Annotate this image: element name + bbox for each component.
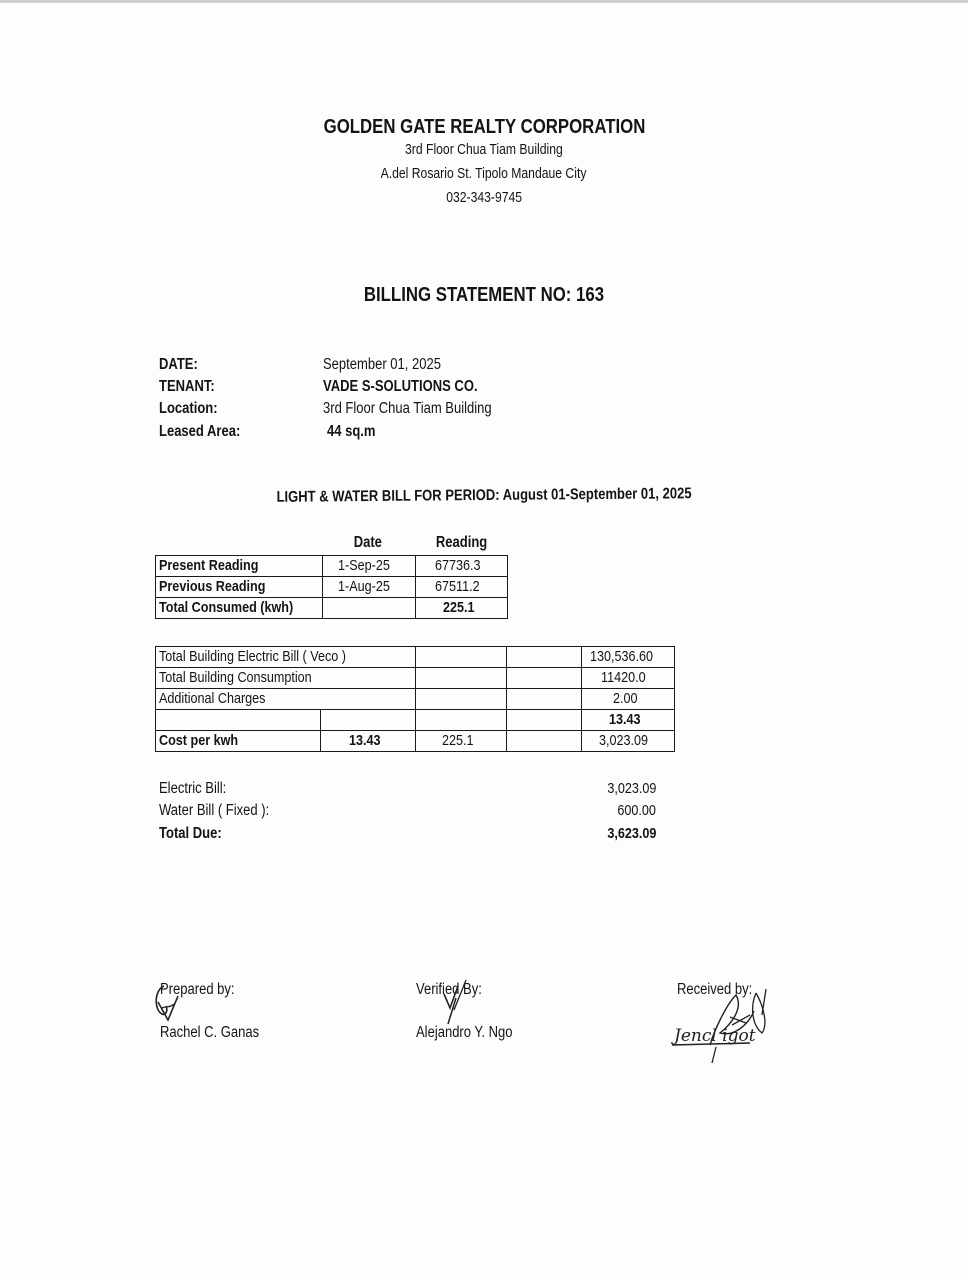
computation-cell <box>415 668 507 689</box>
received-signature-icon <box>670 985 790 1065</box>
date-label: DATE: <box>159 356 198 373</box>
computation-value: 13.43 <box>582 710 675 731</box>
readings-table <box>155 555 508 619</box>
computation-kwh: 225.1 <box>415 731 507 752</box>
computation-value: 130,536.60 <box>582 647 675 668</box>
computation-value: 2.00 <box>582 689 675 710</box>
water-bill-value: 600.00 <box>617 802 656 819</box>
reading-date <box>322 598 416 619</box>
computation-cell <box>415 647 507 668</box>
table-row <box>156 556 508 577</box>
statement-title: BILLING STATEMENT NO: 163 <box>363 284 605 306</box>
total-due-label: Total Due: <box>159 825 222 842</box>
prepared-signature-icon <box>148 980 198 1030</box>
billing-period: LIGHT & WATER BILL FOR PERIOD: August 01-September 01, 2025 <box>276 485 692 506</box>
readings-header-date: Date <box>353 534 382 551</box>
computation-cell <box>320 710 415 731</box>
computation-cell <box>507 731 582 752</box>
location-label: Location: <box>159 400 218 417</box>
total-due-value: 3,623.09 <box>606 825 656 842</box>
computation-cell <box>507 689 582 710</box>
electric-bill-value: 3,023.09 <box>606 780 656 797</box>
reading-label: Present Reading <box>156 556 323 577</box>
reading-value: 225.1 <box>416 598 508 619</box>
computation-label: Total Building Consumption <box>156 668 416 689</box>
computation-label: Cost per kwh <box>156 731 321 752</box>
company-phone: 032-343-9745 <box>446 190 522 206</box>
leased-area-value: 44 sq.m <box>327 423 376 440</box>
computation-label <box>156 710 321 731</box>
verified-by-label: Verified By: <box>416 981 482 998</box>
verified-by-name: Alejandro Y. Ngo <box>416 1024 513 1041</box>
computation-label: Total Building Electric Bill ( Veco ) <box>156 647 416 668</box>
table-row <box>156 689 675 710</box>
verified-signature-icon <box>436 976 476 1036</box>
location-value: 3rd Floor Chua Tiam Building <box>323 400 492 417</box>
company-name: GOLDEN GATE REALTY CORPORATION <box>323 116 645 138</box>
table-row <box>156 647 675 668</box>
prepared-by-label: Prepared by: <box>160 981 235 998</box>
computation-value: 11420.0 <box>582 668 675 689</box>
date-value: September 01, 2025 <box>323 356 441 373</box>
leased-area-label: Leased Area: <box>159 423 241 440</box>
computation-cell <box>415 710 507 731</box>
tenant-value: VADE S-SOLUTIONS CO. <box>323 378 478 395</box>
scan-edge <box>0 0 968 3</box>
computation-cell <box>507 710 582 731</box>
company-address-line2: A.del Rosario St. Tipolo Mandaue City <box>381 166 587 182</box>
computation-table <box>155 646 675 752</box>
received-handwriting: Jencl igot <box>674 1026 756 1046</box>
company-address-line1: 3rd Floor Chua Tiam Building <box>405 142 563 158</box>
computation-cell <box>507 668 582 689</box>
readings-header-reading: Reading <box>435 534 488 551</box>
received-by-label: Received by: <box>677 981 753 998</box>
computation-value: 3,023.09 <box>582 731 675 752</box>
reading-date: 1-Aug-25 <box>322 577 416 598</box>
table-row <box>156 668 675 689</box>
reading-value: 67736.3 <box>416 556 508 577</box>
reading-label: Previous Reading <box>156 577 323 598</box>
computation-cell <box>507 647 582 668</box>
computation-rate: 13.43 <box>320 731 415 752</box>
tenant-label: TENANT: <box>159 378 215 395</box>
computation-label: Additional Charges <box>156 689 416 710</box>
water-bill-label: Water Bill ( Fixed ): <box>159 802 270 819</box>
reading-date: 1-Sep-25 <box>322 556 416 577</box>
electric-bill-label: Electric Bill: <box>159 780 227 797</box>
reading-value: 67511.2 <box>416 577 508 598</box>
table-row <box>156 598 508 619</box>
prepared-by-name: Rachel C. Ganas <box>160 1024 260 1041</box>
table-row <box>156 731 675 752</box>
computation-cell <box>415 689 507 710</box>
reading-label: Total Consumed (kwh) <box>156 598 323 619</box>
table-row <box>156 577 508 598</box>
table-row <box>156 710 675 731</box>
